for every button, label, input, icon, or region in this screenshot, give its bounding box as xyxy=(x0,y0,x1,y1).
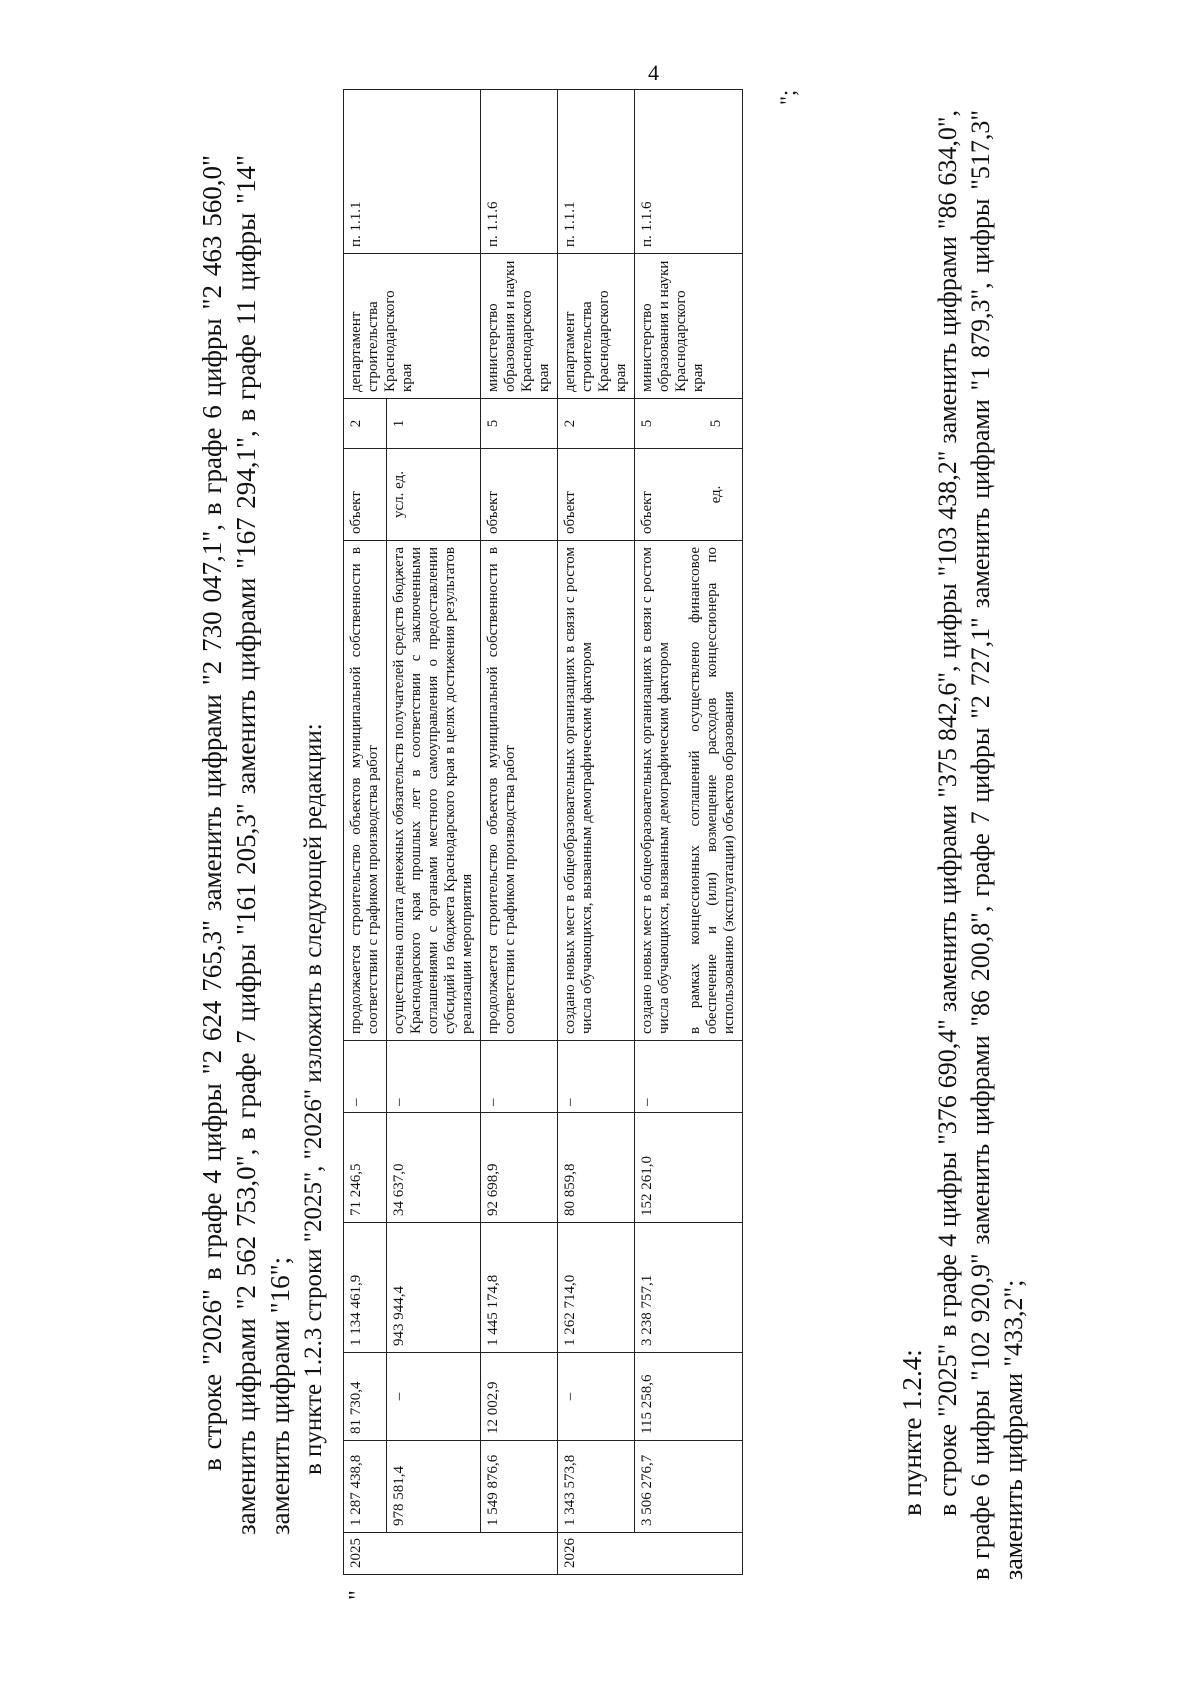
cell-extra: – xyxy=(387,1041,481,1113)
cell-reference: п. 1.1.1 xyxy=(558,90,635,254)
cell-reference: п. 1.1.6 xyxy=(481,90,558,254)
cell-total: 1 343 573,8 xyxy=(558,1441,635,1533)
cell-regional: 1 134 461,9 xyxy=(344,1223,387,1353)
unit-part-a: объект xyxy=(639,491,655,534)
cell-local: 152 261,0 xyxy=(635,1113,743,1223)
cell-total: 1 549 876,6 xyxy=(481,1441,558,1533)
cell-regional: 1 445 174,8 xyxy=(481,1223,558,1353)
cell-description: создано новых мест в общеобразовательных организациях в связи с ростом числа обучающихся, вызванным демографическим фактором xyxy=(558,541,635,1041)
cell-description: продолжается строительство объектов муниципальной собственности в соответствии с графиком производства работ xyxy=(344,541,387,1041)
table-row xyxy=(558,90,635,1575)
cell-reference: п. 1.1.6 xyxy=(635,90,743,254)
page-number: 4 xyxy=(648,60,659,85)
quote-open: " xyxy=(345,1590,371,1600)
paragraph-line-2026-changes: в строке "2026" в графе 4 цифры "2 624 765,3" заменить цифрами "2 730 047,1", в графе 6 цифры "2 463 560,0" заменить цифрами "2 562 753,0", в графе 7 цифры "161 205,3" заменить цифрами "167 294,1", в графе 11 цифры "14" заменить цифрами "16"; xyxy=(197,155,295,1535)
cell-regional: 3 238 757,1 xyxy=(635,1223,743,1353)
cell-unit: объект xyxy=(558,449,635,541)
cell-quantity: 5 xyxy=(481,399,558,449)
cell-extra: – xyxy=(635,1041,743,1113)
cell-quantity: 2 xyxy=(344,399,387,449)
cell-year: 2026 xyxy=(558,1533,635,1575)
cell-quantity xyxy=(635,399,743,449)
cell-total: 1 287 438,8 xyxy=(344,1441,387,1533)
quantity-part-b: 5 xyxy=(708,419,724,428)
cell-year xyxy=(387,1533,481,1575)
cell-extra: – xyxy=(558,1041,635,1113)
cell-reference: п. 1.1.1 xyxy=(344,90,481,254)
paragraph-1-2-4-intro: в пункте 1.2.4: xyxy=(897,1349,927,1516)
cell-extra: – xyxy=(481,1041,558,1113)
rotated-page-content xyxy=(195,70,1055,1600)
cell-federal: – xyxy=(387,1353,481,1441)
cell-year xyxy=(635,1533,743,1575)
description-part-b: в рамках концессионных соглашений осуществлено финансовое обеспечение и (или) возмещение расходов концессионера по использованию (эксплуатации) объектов образования xyxy=(687,547,737,1034)
cell-local: 80 859,8 xyxy=(558,1113,635,1223)
cell-federal: – xyxy=(558,1353,635,1441)
cell-extra: – xyxy=(344,1041,387,1113)
cell-description: осуществлена оплата денежных обязательств получателей средств бюджета Краснодарского края прошлых лет в соответствии с заключенными соглашениями с органами местного самоуправления о предоставлении субсидий из бюджета Краснодарского края в целях достижения результатов реализации мероприятия xyxy=(387,541,481,1041)
cell-executor: департамент строительства Краснодарского края xyxy=(344,254,481,399)
quote-close: "; xyxy=(775,89,800,105)
cell-total: 978 581,4 xyxy=(387,1441,481,1533)
amendment-table xyxy=(343,89,743,1575)
cell-local: 92 698,9 xyxy=(481,1113,558,1223)
paragraph-line-2025-changes: в строке "2025" в графе 4 цифры "376 690,4" заменить цифрами "375 842,6", цифры "103 438,2" заменить цифрами "86 634,0", в графе 6 цифры "102 920,9" заменить цифрами "86 200,8", графе 7 цифры "2 727,1" заменить цифрами "1 879,3", цифры "517,3" заменить цифрами "433,2"; xyxy=(933,110,1028,1580)
cell-unit: объект xyxy=(481,449,558,541)
cell-regional: 943 944,4 xyxy=(387,1223,481,1353)
paragraph-1-2-3-intro: в пункте 1.2.3 строки "2025", "2026" изложить в следующей редакции: xyxy=(300,723,327,1475)
table-row xyxy=(481,90,558,1575)
cell-description xyxy=(635,541,743,1041)
cell-year xyxy=(481,1533,558,1575)
cell-description: продолжается строительство объектов муниципальной собственности в соответствии с графиком производства работ xyxy=(481,541,558,1041)
unit-part-b: ед. xyxy=(708,485,724,504)
cell-quantity: 2 xyxy=(558,399,635,449)
cell-federal: 115 258,6 xyxy=(635,1353,743,1441)
cell-unit xyxy=(635,449,743,541)
table-row xyxy=(635,90,743,1575)
table-row xyxy=(344,90,387,1575)
quantity-part-a: 5 xyxy=(639,419,655,428)
cell-federal: 12 002,9 xyxy=(481,1353,558,1441)
description-part-a: создано новых мест в общеобразовательных организациях в связи с ростом числа обучающихся, вызванным демографическим фактором xyxy=(639,547,672,1034)
cell-total: 3 506 276,7 xyxy=(635,1441,743,1533)
cell-unit: усл. ед. xyxy=(387,449,481,541)
cell-executor: министерство образования и науки Краснодарского края xyxy=(481,254,558,399)
cell-executor: департамент строительства Краснодарского края xyxy=(558,254,635,399)
cell-local: 34 637,0 xyxy=(387,1113,481,1223)
cell-federal: 81 730,4 xyxy=(344,1353,387,1441)
cell-regional: 1 262 714,0 xyxy=(558,1223,635,1353)
cell-quantity: 1 xyxy=(387,399,481,449)
cell-executor: министерство образования и науки Краснодарского края xyxy=(635,254,743,399)
cell-local: 71 246,5 xyxy=(344,1113,387,1223)
cell-unit: объект xyxy=(344,449,387,541)
cell-year: 2025 xyxy=(344,1533,387,1575)
